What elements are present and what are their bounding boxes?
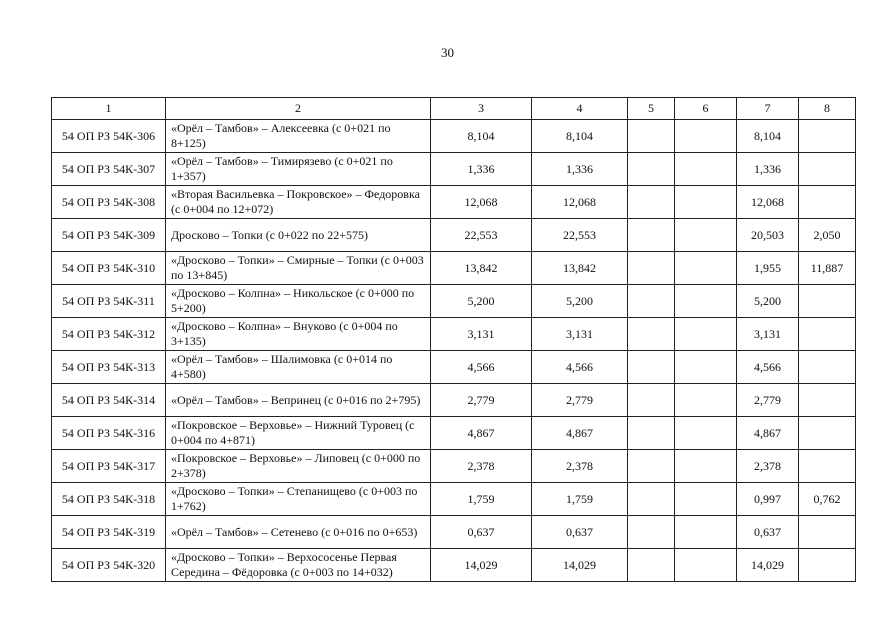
length-cell: 1,336 (737, 153, 799, 186)
table-row (52, 219, 856, 252)
column-header: 8 (799, 98, 856, 120)
length-cell: 1,336 (532, 153, 628, 186)
road-id-cell: 54 ОП РЗ 54К-312 (52, 318, 166, 351)
length-cell (675, 450, 737, 483)
length-cell (799, 153, 856, 186)
length-cell (675, 516, 737, 549)
table-row (52, 516, 856, 549)
length-cell: 2,779 (532, 384, 628, 417)
length-cell: 12,068 (737, 186, 799, 219)
length-cell (799, 384, 856, 417)
length-cell (628, 252, 675, 285)
table-row (52, 417, 856, 450)
table-row (52, 351, 856, 384)
length-cell (675, 186, 737, 219)
roads-table (51, 97, 856, 582)
road-name-cell: «Покровское – Верховье» – Нижний Туровец (с 0+004 по 4+871) (166, 417, 431, 450)
length-cell: 2,050 (799, 219, 856, 252)
length-cell (628, 417, 675, 450)
table-row (52, 186, 856, 219)
table-row (52, 549, 856, 582)
length-cell: 13,842 (431, 252, 532, 285)
length-cell (628, 153, 675, 186)
length-cell (628, 384, 675, 417)
length-cell (675, 549, 737, 582)
road-name-cell: «Орёл – Тамбов» – Шалимовка (с 0+014 по 4+580) (166, 351, 431, 384)
table-header-row (52, 98, 856, 120)
table-row (52, 450, 856, 483)
length-cell: 14,029 (737, 549, 799, 582)
column-header: 4 (532, 98, 628, 120)
road-id-cell: 54 ОП РЗ 54К-313 (52, 351, 166, 384)
length-cell: 4,566 (431, 351, 532, 384)
table-row (52, 153, 856, 186)
length-cell: 5,200 (431, 285, 532, 318)
length-cell: 3,131 (431, 318, 532, 351)
length-cell (628, 318, 675, 351)
road-id-cell: 54 ОП РЗ 54К-314 (52, 384, 166, 417)
table-row (52, 120, 856, 153)
length-cell (628, 516, 675, 549)
road-name-cell: «Орёл – Тамбов» – Вепринец (с 0+016 по 2+795) (166, 384, 431, 417)
road-id-cell: 54 ОП РЗ 54К-316 (52, 417, 166, 450)
length-cell (628, 351, 675, 384)
table-row (52, 483, 856, 516)
road-name-cell: «Вторая Васильевка – Покровское» – Федоровка (с 0+004 по 12+072) (166, 186, 431, 219)
length-cell (675, 285, 737, 318)
length-cell: 1,336 (431, 153, 532, 186)
length-cell: 4,867 (737, 417, 799, 450)
length-cell (675, 120, 737, 153)
length-cell: 2,378 (431, 450, 532, 483)
length-cell: 8,104 (532, 120, 628, 153)
length-cell (799, 417, 856, 450)
length-cell: 4,566 (532, 351, 628, 384)
length-cell (675, 417, 737, 450)
length-cell (675, 384, 737, 417)
road-name-cell: «Дросково – Колпна» – Никольское (с 0+000 по 5+200) (166, 285, 431, 318)
length-cell: 2,779 (431, 384, 532, 417)
column-header: 2 (166, 98, 431, 120)
length-cell (675, 483, 737, 516)
length-cell (675, 153, 737, 186)
length-cell (675, 318, 737, 351)
column-header: 7 (737, 98, 799, 120)
road-id-cell: 54 ОП РЗ 54К-308 (52, 186, 166, 219)
length-cell: 11,887 (799, 252, 856, 285)
road-id-cell: 54 ОП РЗ 54К-320 (52, 549, 166, 582)
length-cell (799, 351, 856, 384)
road-name-cell: «Орёл – Тамбов» – Сетенево (с 0+016 по 0+653) (166, 516, 431, 549)
table-body (52, 120, 856, 582)
road-id-cell: 54 ОП РЗ 54К-318 (52, 483, 166, 516)
road-name-cell: «Дросково – Топки» – Смирные – Топки (с 0+003 по 13+845) (166, 252, 431, 285)
length-cell (675, 351, 737, 384)
column-header: 1 (52, 98, 166, 120)
road-id-cell: 54 ОП РЗ 54К-317 (52, 450, 166, 483)
length-cell: 14,029 (431, 549, 532, 582)
length-cell (628, 285, 675, 318)
road-name-cell: «Орёл – Тамбов» – Тимирязево (с 0+021 по 1+357) (166, 153, 431, 186)
length-cell (799, 285, 856, 318)
length-cell (799, 318, 856, 351)
length-cell: 3,131 (737, 318, 799, 351)
road-name-cell: Дросково – Топки (с 0+022 по 22+575) (166, 219, 431, 252)
length-cell: 4,867 (431, 417, 532, 450)
length-cell (799, 549, 856, 582)
length-cell: 0,997 (737, 483, 799, 516)
length-cell (628, 219, 675, 252)
length-cell: 4,867 (532, 417, 628, 450)
length-cell: 2,378 (532, 450, 628, 483)
length-cell: 2,779 (737, 384, 799, 417)
length-cell (628, 549, 675, 582)
length-cell: 14,029 (532, 549, 628, 582)
table-row (52, 384, 856, 417)
column-header: 5 (628, 98, 675, 120)
length-cell: 0,637 (737, 516, 799, 549)
length-cell: 1,759 (532, 483, 628, 516)
column-header: 3 (431, 98, 532, 120)
length-cell (628, 186, 675, 219)
length-cell: 22,553 (431, 219, 532, 252)
length-cell: 1,955 (737, 252, 799, 285)
length-cell: 0,637 (532, 516, 628, 549)
length-cell (799, 516, 856, 549)
length-cell: 12,068 (431, 186, 532, 219)
length-cell: 0,637 (431, 516, 532, 549)
road-id-cell: 54 ОП РЗ 54К-311 (52, 285, 166, 318)
road-id-cell: 54 ОП РЗ 54К-309 (52, 219, 166, 252)
road-name-cell: «Дросково – Топки» – Верхососенье Первая Середина – Фёдоровка (с 0+003 по 14+032) (166, 549, 431, 582)
road-name-cell: «Покровское – Верховье» – Липовец (с 0+000 по 2+378) (166, 450, 431, 483)
length-cell (799, 450, 856, 483)
column-header: 6 (675, 98, 737, 120)
length-cell (799, 120, 856, 153)
road-id-cell: 54 ОП РЗ 54К-310 (52, 252, 166, 285)
road-id-cell: 54 ОП РЗ 54К-319 (52, 516, 166, 549)
length-cell: 0,762 (799, 483, 856, 516)
length-cell: 8,104 (737, 120, 799, 153)
length-cell: 4,566 (737, 351, 799, 384)
length-cell (628, 483, 675, 516)
length-cell (799, 186, 856, 219)
page-number: 30 (441, 45, 454, 60)
length-cell: 13,842 (532, 252, 628, 285)
road-id-cell: 54 ОП РЗ 54К-306 (52, 120, 166, 153)
length-cell (675, 219, 737, 252)
length-cell: 22,553 (532, 219, 628, 252)
length-cell: 5,200 (532, 285, 628, 318)
table-row (52, 252, 856, 285)
length-cell: 8,104 (431, 120, 532, 153)
length-cell (628, 120, 675, 153)
length-cell: 12,068 (532, 186, 628, 219)
table-row (52, 285, 856, 318)
road-name-cell: «Дросково – Колпна» – Внуково (с 0+004 по 3+135) (166, 318, 431, 351)
length-cell (628, 450, 675, 483)
table-row (52, 318, 856, 351)
road-name-cell: «Орёл – Тамбов» – Алексеевка (с 0+021 по 8+125) (166, 120, 431, 153)
length-cell: 3,131 (532, 318, 628, 351)
road-name-cell: «Дросково – Топки» – Степанищево (с 0+003 по 1+762) (166, 483, 431, 516)
length-cell: 2,378 (737, 450, 799, 483)
length-cell (675, 252, 737, 285)
length-cell: 1,759 (431, 483, 532, 516)
length-cell: 20,503 (737, 219, 799, 252)
length-cell: 5,200 (737, 285, 799, 318)
road-id-cell: 54 ОП РЗ 54К-307 (52, 153, 166, 186)
